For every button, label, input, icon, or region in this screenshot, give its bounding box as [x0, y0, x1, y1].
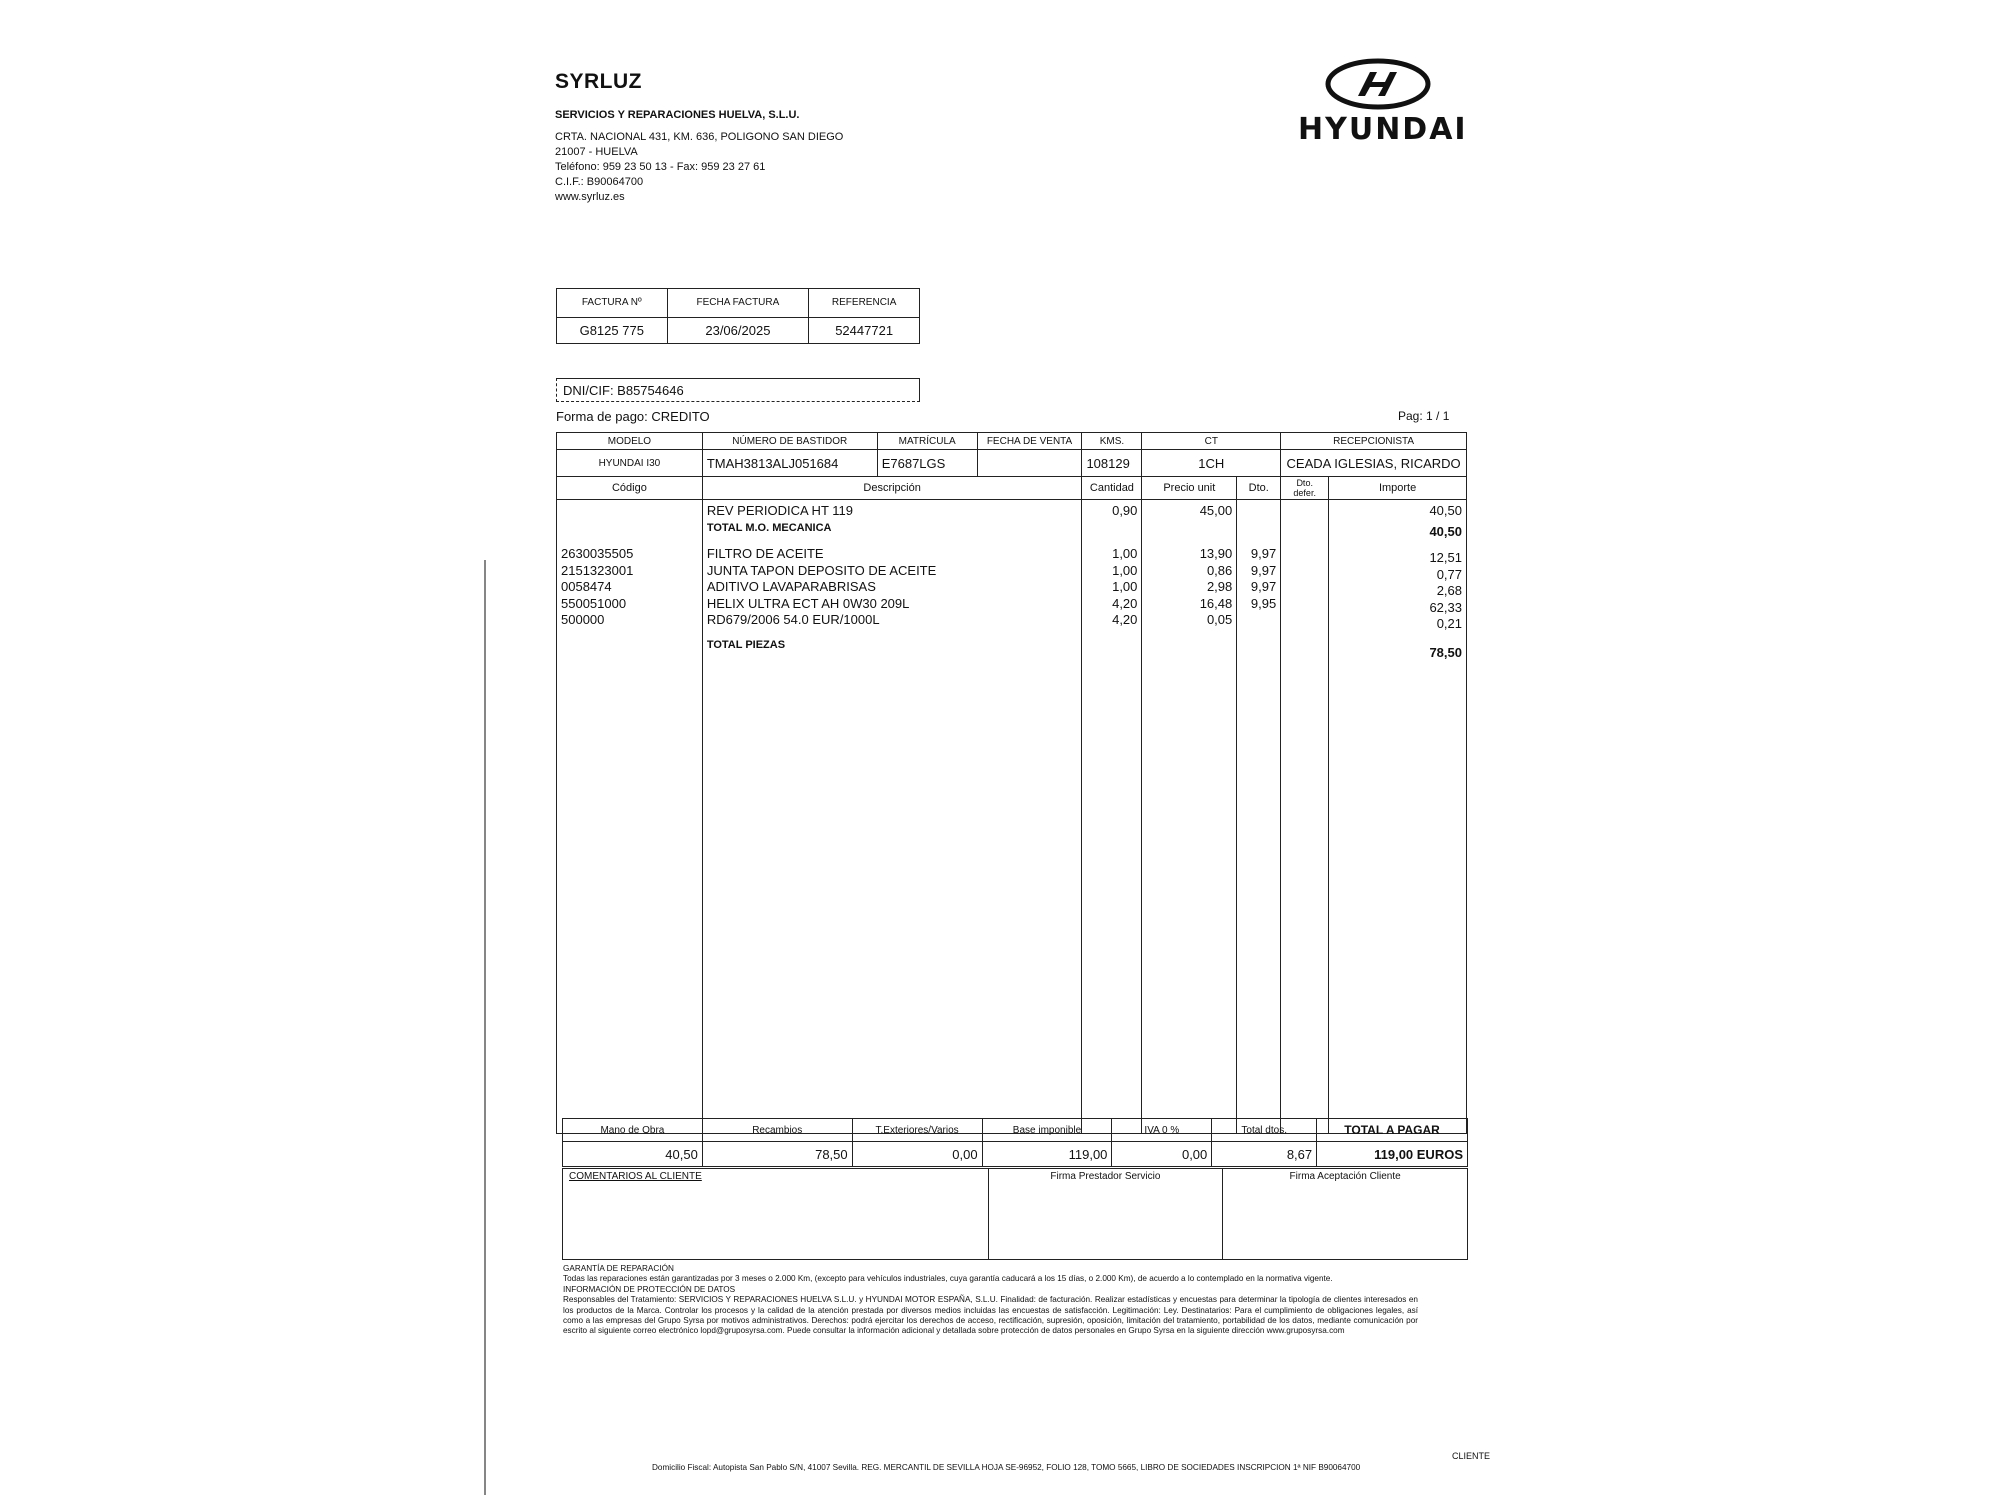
invoice-date: 23/06/2025: [667, 317, 809, 343]
labor-total-header: Mano de Obra: [563, 1119, 703, 1142]
vehicle-plate: E7687LGS: [877, 450, 977, 477]
total-to-pay-value: 119,00 EUROS: [1317, 1142, 1468, 1167]
registry-footer: Domicilio Fiscal: Autopista San Pablo S/N, 41007 Sevilla. REG. MERCANTIL DE SEVILLA HOJA SE-96952, FOLIO 128, TOMO 5665, LIBRO DE SOCIEDADES INSCRIPCION 1ª NIF B90064700: [652, 1463, 1361, 1472]
part-amount: 0,21: [1436, 616, 1462, 631]
part-unit-price: 0,86: [1206, 562, 1233, 578]
warranty-text: Todas las reparaciones están garantizadas por 3 meses o 2.000 Km, (excepto para vehículos industriales, cuya garantía caducará a los 15 días, o 2.000 Km), de acuerdo a lo contemplado en la normativa vigente.: [563, 1274, 1333, 1284]
labor-code: [561, 503, 698, 520]
parts-total-value: 78,50: [702, 1142, 852, 1167]
part-quantity: 1,00: [1112, 579, 1138, 594]
client-comments-label: COMENTARIOS AL CLIENTE: [563, 1169, 989, 1260]
part-discount: 9,97: [1250, 562, 1277, 578]
part-description: FILTRO DE ACEITE: [706, 546, 824, 561]
vehicle-plate-header: MATRÍCULA: [877, 433, 977, 450]
labor-quantity: 0,90: [1112, 503, 1138, 518]
deferred-discount-column: [1281, 500, 1329, 1134]
part-code: 500000: [561, 612, 605, 627]
invoice-number-label: FACTURA Nº: [557, 289, 668, 318]
labor-unit-price: 45,00: [1199, 503, 1233, 518]
customer-dni: DNI/CIF: B85754646: [556, 378, 920, 402]
discount-column: [1237, 500, 1281, 1134]
privacy-title: INFORMACIÓN DE PROTECCIÓN DE DATOS: [563, 1284, 736, 1294]
part-description: HELIX ULTRA ECT AH 0W30 209L: [706, 595, 910, 611]
part-quantity: 1,00: [1112, 546, 1138, 561]
part-amount: 12,51: [1429, 550, 1462, 565]
vehicle-model: HYUNDAI I30: [557, 450, 703, 477]
description-column: [702, 500, 1082, 1134]
invoice-number: G8125 775: [557, 317, 668, 343]
part-amount: 2,68: [1436, 583, 1462, 598]
labor-amount: 40,50: [1429, 503, 1462, 518]
invoice-lines-table: [556, 432, 1467, 1134]
part-unit-price: 0,05: [1206, 612, 1233, 627]
vehicle-sale-date: [977, 450, 1082, 477]
external-total-value: 0,00: [852, 1142, 982, 1167]
client-signature-label: Firma Aceptación Cliente: [1223, 1169, 1468, 1260]
receptionist-header: RECEPCIONISTA: [1281, 433, 1467, 450]
part-discount: 9,95: [1250, 595, 1277, 611]
invoice-reference: 52447721: [809, 317, 920, 343]
part-discount: 9,97: [1250, 579, 1277, 594]
vehicle-ct: 1CH: [1142, 450, 1281, 477]
vat-header: IVA 0 %: [1112, 1119, 1212, 1142]
labor-discount: [1241, 503, 1276, 520]
parts-total-header: Recambios: [702, 1119, 852, 1142]
labor-description: REV PERIODICA HT 119: [706, 503, 853, 518]
part-description: ADITIVO LAVAPARABRISAS: [706, 579, 876, 594]
invoice-info-table: [556, 288, 920, 344]
warranty-title: GARANTÍA DE REPARACIÓN: [563, 1264, 674, 1273]
deferred-discount-header: Dto. defer.: [1281, 477, 1329, 500]
part-unit-price: 2,98: [1206, 579, 1233, 594]
total-to-pay-header: TOTAL A PAGAR: [1317, 1119, 1468, 1142]
vat-value: 0,00: [1112, 1142, 1212, 1167]
tax-base-value: 119,00: [982, 1142, 1112, 1167]
unit-price-column: [1142, 500, 1237, 1134]
receptionist: CEADA IGLESIAS, RICARDO: [1281, 450, 1467, 477]
part-code: 2630035505: [561, 546, 634, 561]
parts-total-label: TOTAL PIEZAS: [706, 638, 786, 651]
part-quantity: 1,00: [1112, 562, 1138, 578]
part-unit-price: 16,48: [1199, 595, 1233, 611]
discount-header: Dto.: [1237, 477, 1281, 500]
copy-label: CLIENTE: [1452, 1451, 1491, 1461]
tax-base-header: Base imponible: [982, 1119, 1112, 1142]
scan-edge-line: [484, 560, 486, 1495]
unit-price-header: Precio unit: [1142, 477, 1237, 500]
page-number: Pag: 1 / 1: [1398, 409, 1450, 423]
part-code: 0058474: [561, 579, 612, 594]
company-website: www.syrluz.es: [555, 191, 625, 203]
invoice-date-label: FECHA FACTURA: [667, 289, 809, 318]
quantity-header: Cantidad: [1082, 477, 1142, 500]
vehicle-kms: 108129: [1082, 450, 1142, 477]
code-column: [557, 500, 703, 1134]
amount-header: Importe: [1329, 477, 1467, 500]
company-name: SYRLUZ: [555, 70, 642, 93]
discounts-total-header: Total dtos.: [1212, 1119, 1317, 1142]
part-amount: 0,77: [1436, 566, 1462, 582]
company-address-line: 21007 - HUELVA: [555, 146, 638, 158]
part-description: JUNTA TAPON DEPOSITO DE ACEITE: [706, 562, 937, 578]
vehicle-ct-header: CT: [1142, 433, 1281, 450]
company-legal-name: SERVICIOS Y REPARACIONES HUELVA, S.L.U.: [555, 109, 800, 121]
part-discount: [1241, 612, 1276, 629]
privacy-text: Responsables del Tratamiento: SERVICIOS Y REPARACIONES HUELVA S.L.U. y HYUNDAI MOTOR ESPAÑA, S.L.U. Finalidad: de facturación. Realizar estadísticas y encuestas para determinar la tipología de clientes interesados en los productos de la Marca. Controlar los procesos y la calidad de la atención prestada por diversos medios incluidas las encuestas de satisfacción. Legitimación: Ley. Destinatarios: Para el cumplimiento de obligaciones legales, así como a las empresas del Grupo Syrsa por motivos administrativos. Derechos: podrá ejercitar los derechos de acceso, rectificación, supresión, oposición, limitación del tratamiento, portabilidad de los datos, mediante comunicación por escrito al siguiente correo electrónico lopd@gruposyrsa.com. Puede consultar la información adicional y detallada sobre protección de datos personales en Grupo Syrsa en la siguiente dirección www.gruposyrsa.com: [563, 1295, 1418, 1336]
parts-total: 78,50: [1429, 644, 1462, 660]
labor-total-label: TOTAL M.O. MECANICA: [706, 521, 832, 534]
brand-logo-text: HYUNDAI: [1298, 112, 1468, 147]
vehicle-kms-header: KMS.: [1082, 433, 1142, 450]
payment-method: Forma de pago: CREDITO: [556, 409, 710, 424]
vehicle-vin-header: NÚMERO DE BASTIDOR: [702, 433, 877, 450]
code-header: Código: [557, 477, 703, 500]
part-quantity: 4,20: [1112, 595, 1138, 611]
labor-total-value: 40,50: [563, 1142, 703, 1167]
company-phone-line: Teléfono: 959 23 50 13 - Fax: 959 23 27 61: [555, 161, 766, 173]
totals-table: [562, 1118, 1468, 1167]
legal-notice: [563, 1264, 1418, 1337]
vehicle-sale-date-header: FECHA DE VENTA: [977, 433, 1082, 450]
part-discount: 9,97: [1250, 546, 1277, 561]
part-unit-price: 13,90: [1199, 546, 1233, 561]
amount-column: [1329, 500, 1467, 1134]
brand-logo: [1298, 58, 1468, 147]
company-address-line: CRTA. NACIONAL 431, KM. 636, POLIGONO SAN DIEGO: [555, 131, 844, 143]
part-code: 550051000: [561, 595, 627, 611]
signatures-table: [562, 1168, 1468, 1260]
labor-total: 40,50: [1429, 523, 1462, 539]
discounts-total-value: 8,67: [1212, 1142, 1317, 1167]
part-description: RD679/2006 54.0 EUR/1000L: [706, 612, 880, 627]
invoice-reference-label: REFERENCIA: [809, 289, 920, 318]
part-code: 2151323001: [561, 562, 634, 578]
provider-signature-label: Firma Prestador Servicio: [988, 1169, 1223, 1260]
quantity-column: [1082, 500, 1142, 1134]
vehicle-vin: TMAH3813ALJ051684: [702, 450, 877, 477]
external-total-header: T.Exteriores/Varios: [852, 1119, 982, 1142]
part-amount: 62,33: [1429, 599, 1462, 615]
company-cif-line: C.I.F.: B90064700: [555, 176, 644, 188]
hyundai-logo-icon: [1325, 58, 1431, 110]
description-header: Descripción: [702, 477, 1082, 500]
vehicle-model-header: MODELO: [557, 433, 703, 450]
part-quantity: 4,20: [1112, 612, 1138, 627]
